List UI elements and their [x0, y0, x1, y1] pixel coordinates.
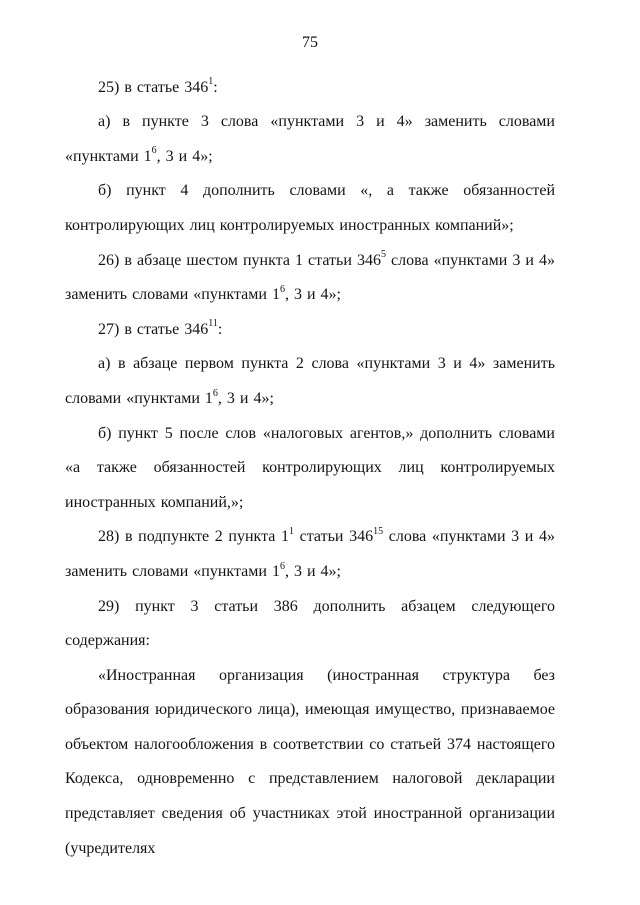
- paragraph-item-27: 27) в статье $346^{11}$:: [98, 318, 223, 338]
- document-body: [65, 71, 555, 867]
- superscript: 6: [151, 145, 157, 157]
- superscript: 5: [380, 249, 386, 261]
- paragraph-item-25-b: б) пункт 4 дополнить словами «, а также обязанностей контролирующих лиц контролируемых иностранных компаний»;: [65, 182, 555, 234]
- page-number: 75: [302, 34, 318, 51]
- superscript: 6: [279, 560, 285, 572]
- paragraph-item-25: 25) в статье $346^1$:: [98, 76, 218, 96]
- superscript: 6: [279, 283, 285, 295]
- paragraph-item-29: 29) пункт 3 статьи 386 дополнить абзацем следующего содержания:: [65, 597, 555, 650]
- superscript: 1: [208, 76, 214, 88]
- superscript: 1: [289, 525, 295, 537]
- superscript: 11: [208, 318, 218, 330]
- superscript: 15: [373, 525, 384, 537]
- paragraph-item-28: 28) в подпункте 2 пункта $1^1$ статьи $346^{15}$ слова «пунктами 3 и 4» заменить словами «пунктами $1^6$, 3 и 4»;: [65, 525, 555, 580]
- paragraph-item-25-a: а) в пункте 3 слова «пунктами 3 и 4» заменить словами «пунктами $1^6$, 3 и 4»;: [65, 113, 555, 165]
- paragraph-item-27-b: б) пункт 5 после слов «налоговых агентов,» дополнить словами «а также обязанностей контролирующих лиц контролируемых иностранных компаний,»;: [65, 424, 555, 511]
- superscript: 6: [212, 387, 218, 399]
- paragraph-item-29-text: «Иностранная организация (иностранная структура без образования юридического лица), имеющая имущество, признаваемое объектом налогообложения в соответствии со статьей 374 настоящего Кодекса, одновременно с представлением налоговой декларации представляет сведения об участниках этой иностранной организации (учредителях: [65, 666, 555, 857]
- paragraph-item-26: 26) в абзаце шестом пункта 1 статьи $346^5$ слова «пунктами 3 и 4» заменить словами «пунктами $1^6$, 3 и 4»;: [65, 249, 555, 304]
- paragraph-item-27-a: а) в абзаце первом пункта 2 слова «пунктами 3 и 4» заменить словами «пунктами $1^6$, 3 и 4»;: [65, 355, 555, 407]
